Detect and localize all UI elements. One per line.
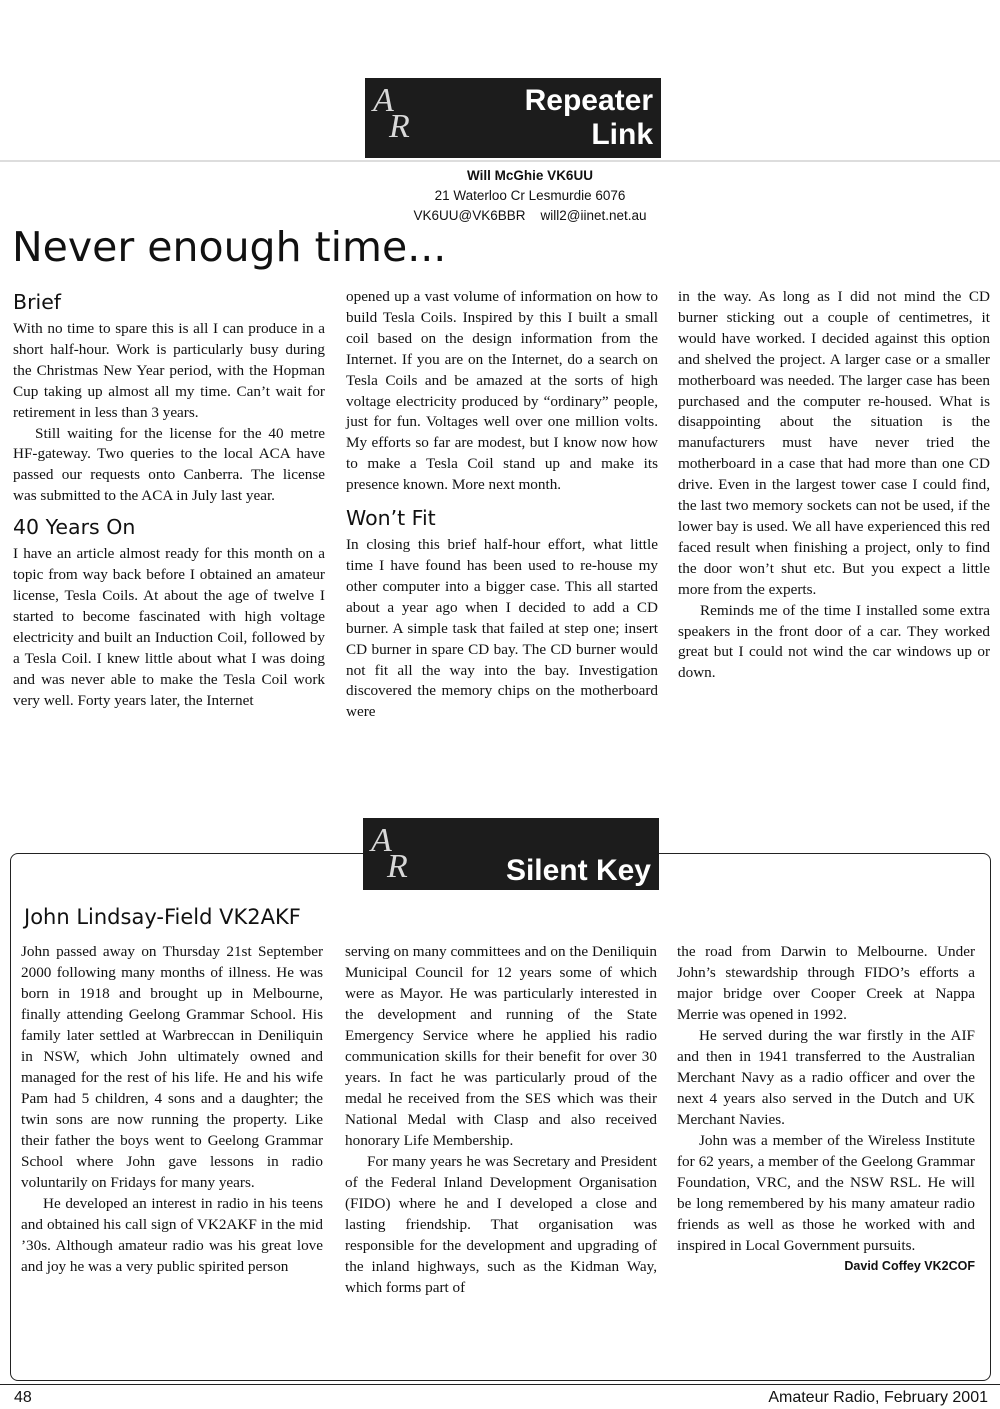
article-column-1 [13, 288, 325, 711]
heading-40-years-on: 40 Years On [13, 515, 136, 540]
banner-word-silent-key: Silent Key [505, 854, 651, 887]
author-contact: VK6UU@VK6BBR will2@iinet.net.au [413, 208, 647, 223]
banner-word-link: Link [591, 118, 653, 151]
paragraph: in the way. As long as I did not mind the CD burner sticking out a couple of centimetres, it would have worked. I decided against this option and shelved the project. A larger case or a smaller motherboard was needed. The larger case has been purchased and the computer re-housed. What is disappointing about the situation is the manufacturers must have never tried the motherboard in a case that had more than one CD drive. Even in the largest tower case I could find, the last two memory sockets can not be used, if the lower bay is used. We all have experienced this red faced result when finishing a project, only to find the door won’t shut etc. But you expect a little more from the experts. [678, 288, 990, 598]
paragraph: Reminds me of the time I installed some extra speakers in the front door of a car. They worked great but I could not wind the car windows up or down. [678, 601, 990, 682]
obituary-title: John Lindsay-Field VK2AKF [24, 905, 301, 929]
paragraph: Still waiting for the license for the 40 metre HF-gateway. Two queries to the local ACA have passed our requests onto Canberra. The license was submitted to the ACA in July last year. [13, 424, 325, 505]
paragraph: In closing this brief half-hour effort, what little time I have found has been used to re-house my other computer into a bigger case. This all started about a year ago when I decided to add a CD burner. A simple task that failed at step one; insert CD burner in spare CD bay. The CD burner would not fit all the way into the bay. Investigation discovered the memory chips on the motherboard were [346, 536, 658, 721]
repeater-link-banner: A R Repeater Link [365, 78, 661, 158]
author-address: 21 Waterloo Cr Lesmurdie 6076 [434, 188, 626, 203]
paragraph: John was a member of the Wireless Institute for 62 years, a member of the Geelong Grammar Foundation, VRC, and the NSW RSL. He will be long remembered by his many amateur radio friends as well as those he worked with and inspired in Local Government pursuits. [677, 1132, 975, 1254]
paragraph: opened up a vast volume of information on how to build Tesla Coils. Inspired by this I built a small coil based on the design information from the Internet. If you are on the Internet, do a search on Tesla Coils and be amazed at the sorts of high voltage electricity produced by “ordinary” people, just for fun. Voltages well over one million volts. My efforts so far are modest, but I know now how to make a Tesla Coil stand up and make its presence known. More next month. [346, 288, 658, 494]
paragraph: John passed away on Thursday 21st September 2000 following many months of illness. He was born in 1918 and brought up in Melbourne, finally attending Geelong Grammar School. His family later settled at Warbreccan in Deniliquin in NSW, which John ultimately owned and managed for the rest of his life. He and his wife Pam had 5 children, 4 sons and a daughter; the twin sons are now running the property. Like their father the boys went to Geelong Grammar School where John gave lessons in radio voluntarily on Fridays for many years. [21, 943, 323, 1191]
obituary-column-2 [345, 941, 657, 1298]
author-block [365, 166, 695, 226]
signature: David Coffey VK2COF [844, 1259, 975, 1273]
paragraph: He served during the war firstly in the AIF and then in 1941 transferred to the Australian Merchant Navy as a radio officer and over the next 4 years also served in the Dutch and UK Merchant Navies. [677, 1027, 975, 1128]
page-number: 48 [14, 1389, 32, 1406]
paragraph: He developed an interest in radio in his teens and obtained his call sign of VK2AKF in the mid ’30s. Although amateur radio was his great love and joy he was a very public spirited person [21, 1195, 323, 1275]
obituary-column-1 [21, 941, 323, 1277]
heading-brief: Brief [13, 290, 62, 314]
author-name: Will McGhie VK6UU [467, 168, 593, 183]
paragraph: I have an article almost ready for this month on a topic from way back before I obtained an amateur license, Tesla Coils. At about the age of twelve I started to become fascinated with high voltage electricity and built an Induction Coil, followed by a Tesla Coil. I knew little about what I was doing and was never able to make the Tesla Coil work very well. Forty years later, the Internet [13, 545, 325, 709]
paragraph: With no time to spare this is all I can produce in a short half-hour. Work is particularly busy during the Christmas New Year period, with the Hopman Cup taking up almost all my time. Can’t wait for retirement in less than 3 years. [13, 320, 325, 421]
silent-key-banner: A R Silent Key [363, 818, 659, 890]
paragraph: serving on many committees and on the Deniliquin Municipal Council for 12 years some of which were as Mayor. He was particularly interested in the development and running of the State Emergency Service where he applied his radio communication skills for their benefit for over 30 years. In fact he was particularly proud of the medal he received from the SES which was their National Medal with Clasp and also received honorary Life Membership. [345, 943, 657, 1149]
obituary-column-3 [677, 941, 975, 1277]
magazine-issue: Amateur Radio, February 2001 [768, 1389, 988, 1406]
article-column-3 [678, 287, 990, 684]
page-footer [0, 1384, 1000, 1409]
paragraph: For many years he was Secretary and President of the Federal Inland Development Organisation (FIDO) where he and I developed a close and lasting friendship. That organisation was responsible for the development and upgrading of the inland highways, such as the Kidman Way, which forms part of [345, 1153, 657, 1296]
article-column-2 [346, 287, 658, 723]
article-title: Never enough time... [12, 223, 447, 271]
heading-wont-fit: Won’t Fit [346, 506, 436, 531]
banner-word-repeater: Repeater [524, 84, 653, 117]
paragraph: the road from Darwin to Melbourne. Under John’s stewardship through FIDO’s efforts a major bridge over Cooper Creek at Nappa Merrie was opened in 1992. [677, 943, 975, 1023]
banner-rule [0, 160, 1000, 162]
